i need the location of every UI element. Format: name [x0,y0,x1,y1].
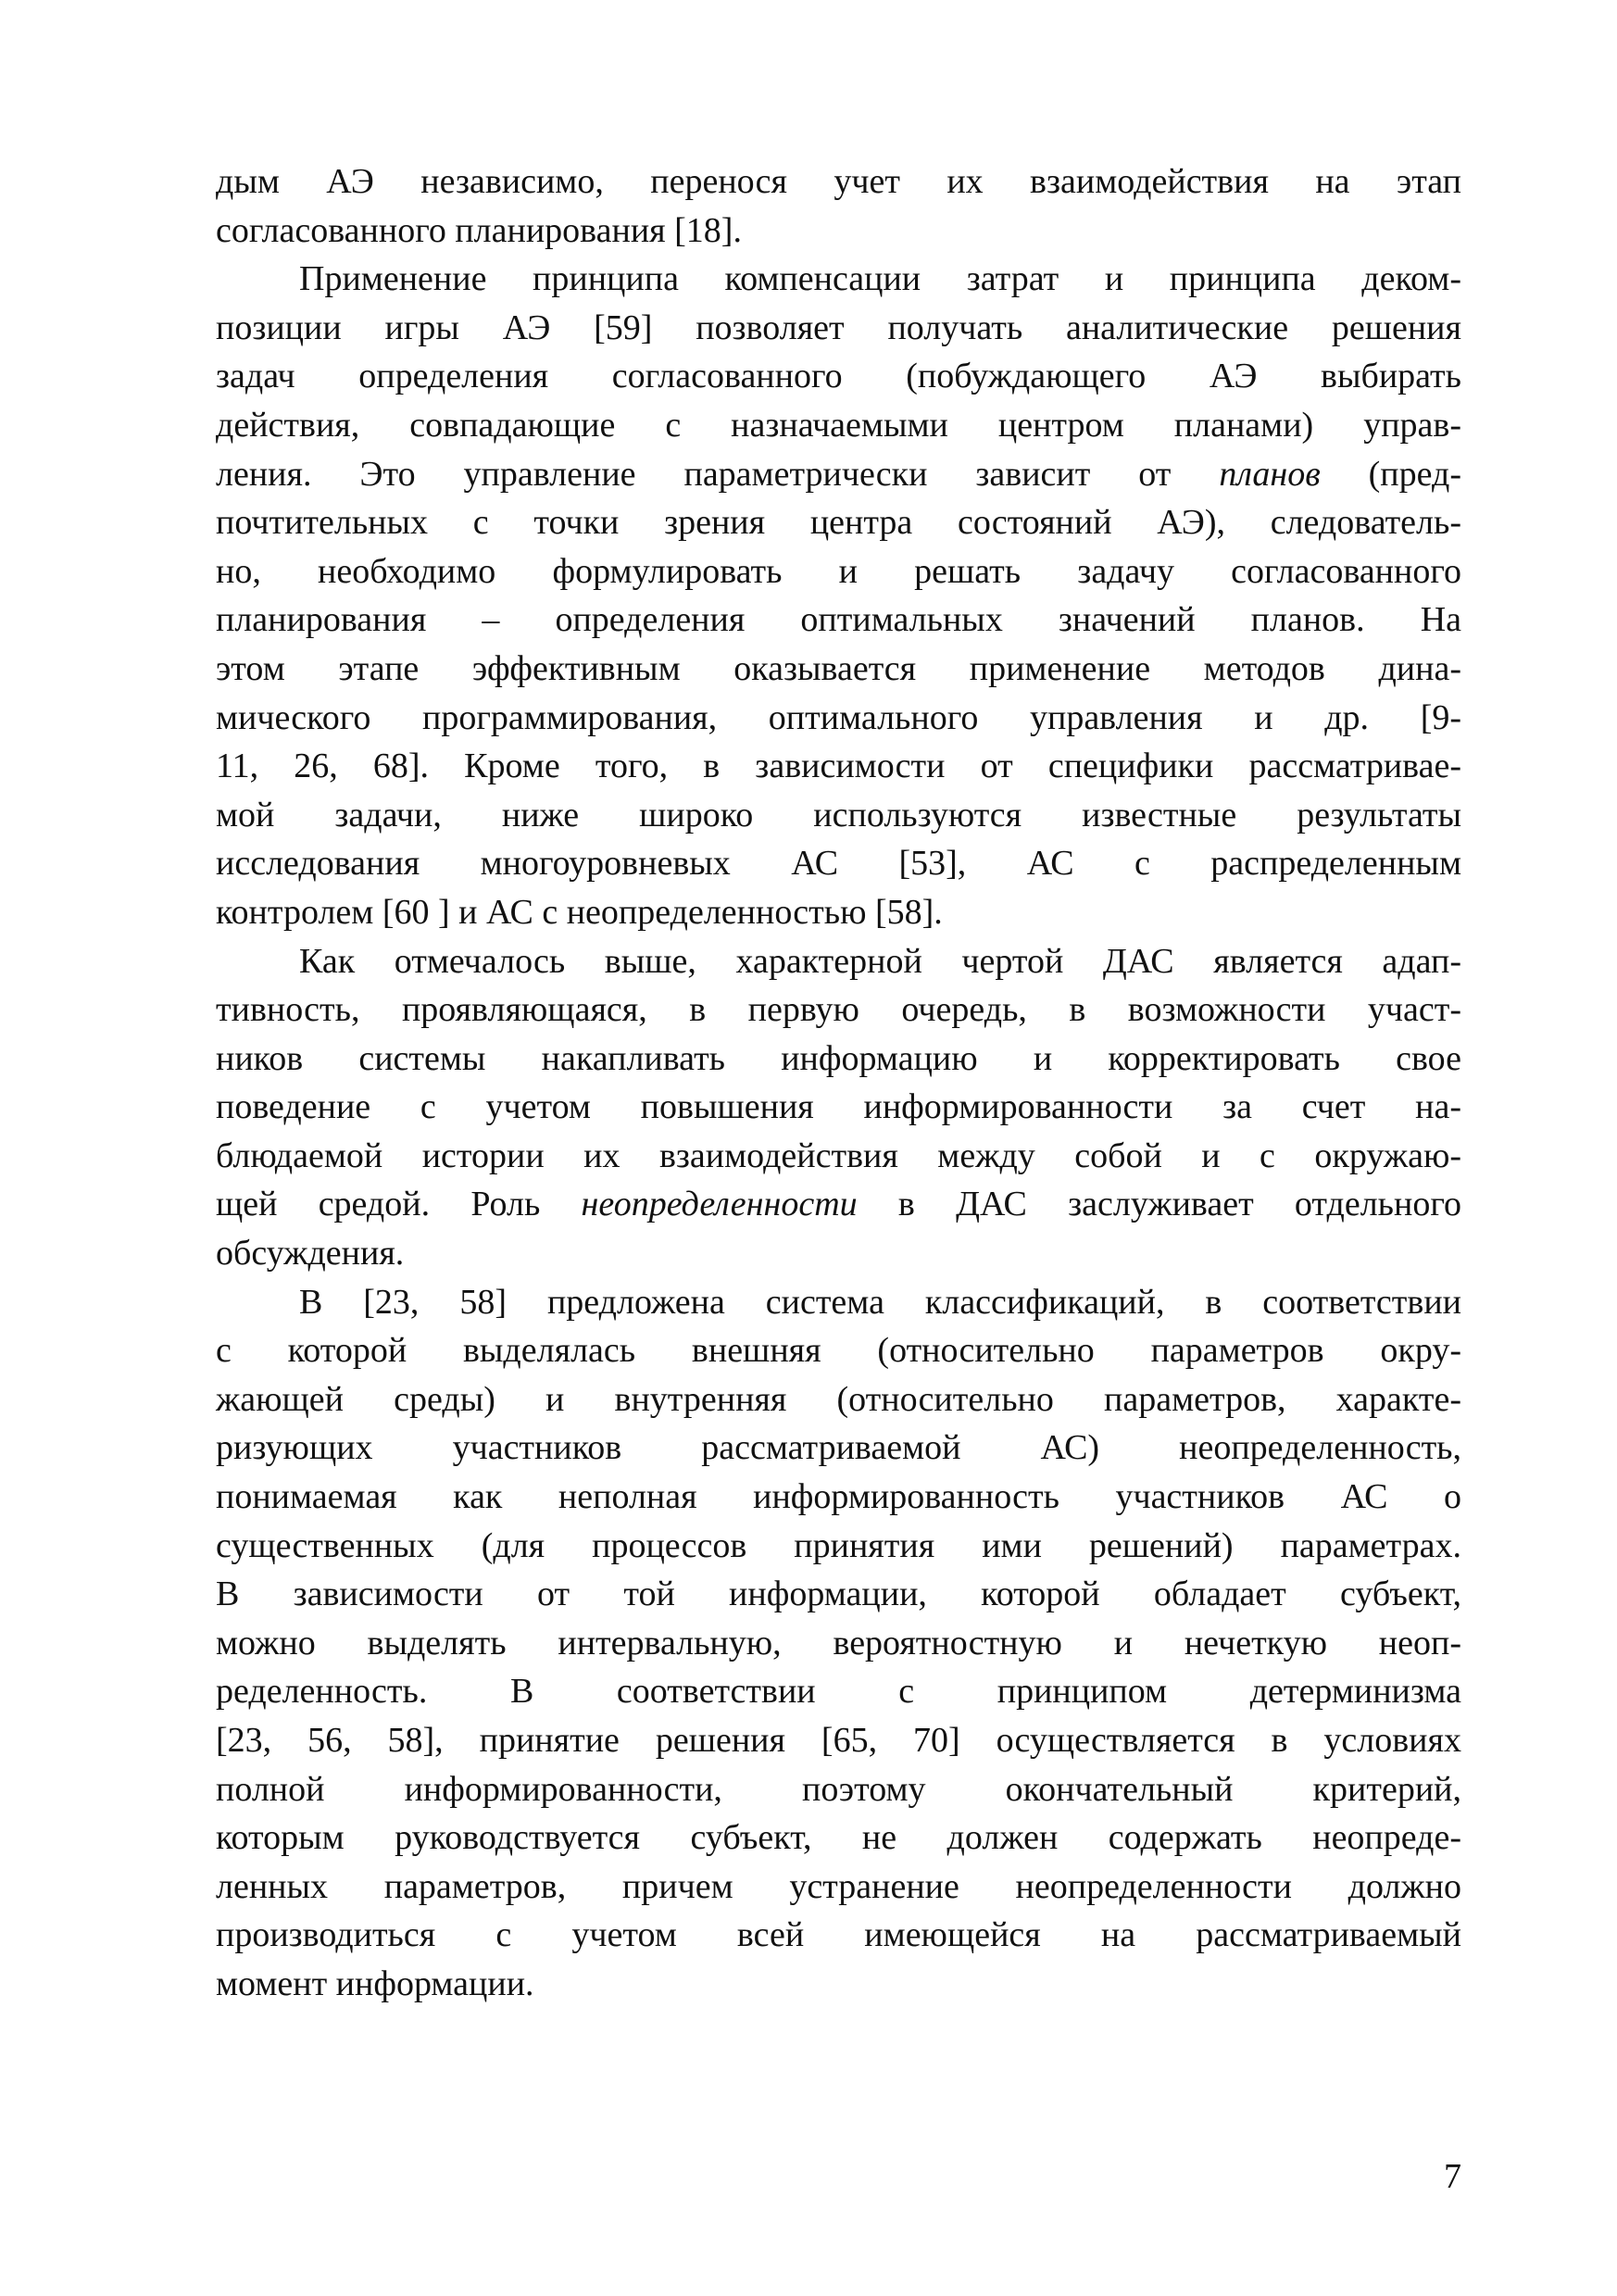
text-segment: этом этапе эффективным оказывается применение методов дина- [216,648,1461,688]
text-line [216,1863,1461,1912]
text-segment: ников системы накапливать информацию и корректировать свое [216,1038,1461,1078]
text-segment: позиции игры АЭ [59] позволяет получать аналитические решения [216,307,1461,347]
text-segment: момент информации. [216,1964,534,2003]
text-segment: почтительных с точки зрения центра состояний АЭ), следователь- [216,503,1461,543]
paragraph [216,157,1461,255]
text-line [216,547,1461,596]
text-line [216,839,1461,888]
italic-term: неопределенности [581,1185,858,1224]
text-line [216,1083,1461,1132]
text-segment: ленных параметров, причем устранение неопределенности должно [216,1866,1461,1906]
page-number: 7 [1444,2157,1461,2196]
text-line [216,1278,1461,1327]
paragraph [216,255,1461,936]
text-line [216,1229,1461,1278]
text-line [216,645,1461,694]
text-line [216,1667,1461,1716]
text-segment: тивность, проявляющаяся, в первую очередь, в возможности участ- [216,990,1461,1030]
text-line [216,450,1461,499]
text-segment: действия, совпадающие с назначаемыми центром планами) управ- [216,405,1461,445]
text-segment: мического программирования, оптимального управления и др. [9- [216,697,1461,737]
text-line [216,255,1461,304]
text-segment: блюдаемой истории их взаимодействия между собой и с окружаю- [216,1135,1461,1175]
text-segment: которым руководствуется субъект, не должен содержать неопреде- [216,1818,1461,1858]
text-segment: понимаемая как неполная информированность участников АС о [216,1477,1461,1517]
text-line [216,1473,1461,1522]
text-line [216,401,1461,450]
text-line [216,1326,1461,1375]
text-segment: с которой выделялась внешняя (относительно параметров окру- [216,1331,1461,1371]
text-line [216,498,1461,547]
text-segment: 11, 26, 68]. Кроме того, в зависимости от специфики рассматривае- [216,747,1461,786]
text-line [216,352,1461,401]
text-segment: можно выделять интервальную, вероятностную и нечеткую неоп- [216,1623,1461,1662]
text-segment: полной информированности, поэтому окончательный критерий, [216,1769,1461,1809]
text-line [216,157,1461,207]
text-line [216,304,1461,353]
text-line [216,1132,1461,1181]
text-segment: Применение принципа компенсации затрат и принципа деком- [299,259,1461,299]
text-line [216,1375,1461,1424]
text-line [216,207,1461,256]
text-segment: планирования – определения оптимальных значений планов. На [216,600,1461,640]
text-segment: мой задачи, ниже широко используются известные результаты [216,795,1461,834]
paragraph [216,1278,1461,2009]
text-line [216,1765,1461,1814]
text-line [216,694,1461,743]
text-line [216,1522,1461,1571]
paragraph [216,937,1461,1278]
text-line [216,791,1461,840]
italic-term: планов [1219,454,1321,494]
text-segment: контролем [60 ] и АС с неопределенностью [58]. [216,892,943,932]
text-segment: согласованного планирования [18]. [216,210,742,250]
text-segment: существенных (для процессов принятия ими решений) параметрах. [216,1525,1461,1565]
text-segment: обсуждения. [216,1234,405,1273]
text-segment: задач определения согласованного (побуждающего АЭ выбирать [216,357,1461,396]
text-line [216,937,1461,986]
text-segment: В зависимости от той информации, которой обладает субъект, [216,1575,1461,1614]
text-segment: ределенность. В соответствии с принципом детерминизма [216,1672,1461,1712]
text-line [216,742,1461,791]
text-line [216,888,1461,937]
text-line [216,1424,1461,1473]
text-segment: ления. Это управление параметрически зависит от [216,454,1220,494]
text-segment: исследования многоуровневых АС [53], АС с распределенным [216,844,1461,884]
text-line [216,1619,1461,1668]
text-segment: [23, 56, 58], принятие решения [65, 70] осуществляется в условиях [216,1721,1461,1760]
text-segment: поведение с учетом повышения информированности за счет на- [216,1087,1461,1127]
text-segment: в ДАС заслуживает отдельного [857,1185,1461,1224]
text-line [216,1035,1461,1084]
text-line [216,985,1461,1035]
text-line [216,1180,1461,1229]
document-body [216,157,1461,2009]
text-line [216,1570,1461,1619]
text-line [216,596,1461,645]
text-line [216,1960,1461,2009]
text-line [216,1911,1461,1960]
text-line [216,1813,1461,1863]
text-segment: но, необходимо формулировать и решать задачу согласованного [216,551,1461,591]
text-segment: дым АЭ независимо, перенося учет их взаимодействия на этап [216,162,1461,201]
text-segment: Как отмечалось выше, характерной чертой ДАС является адап- [299,941,1461,981]
text-segment: (пред- [1320,454,1461,494]
text-segment: щей средой. Роль [216,1185,582,1224]
text-segment: производиться с учетом всей имеющейся на рассматриваемый [216,1915,1461,1955]
text-segment: жающей среды) и внутренняя (относительно параметров, характе- [216,1379,1461,1419]
text-segment: В [23, 58] предложена система классификаций, в соответствии [299,1282,1461,1322]
text-line [216,1716,1461,1765]
text-segment: ризующих участников рассматриваемой АС) неопределенность, [216,1428,1461,1468]
